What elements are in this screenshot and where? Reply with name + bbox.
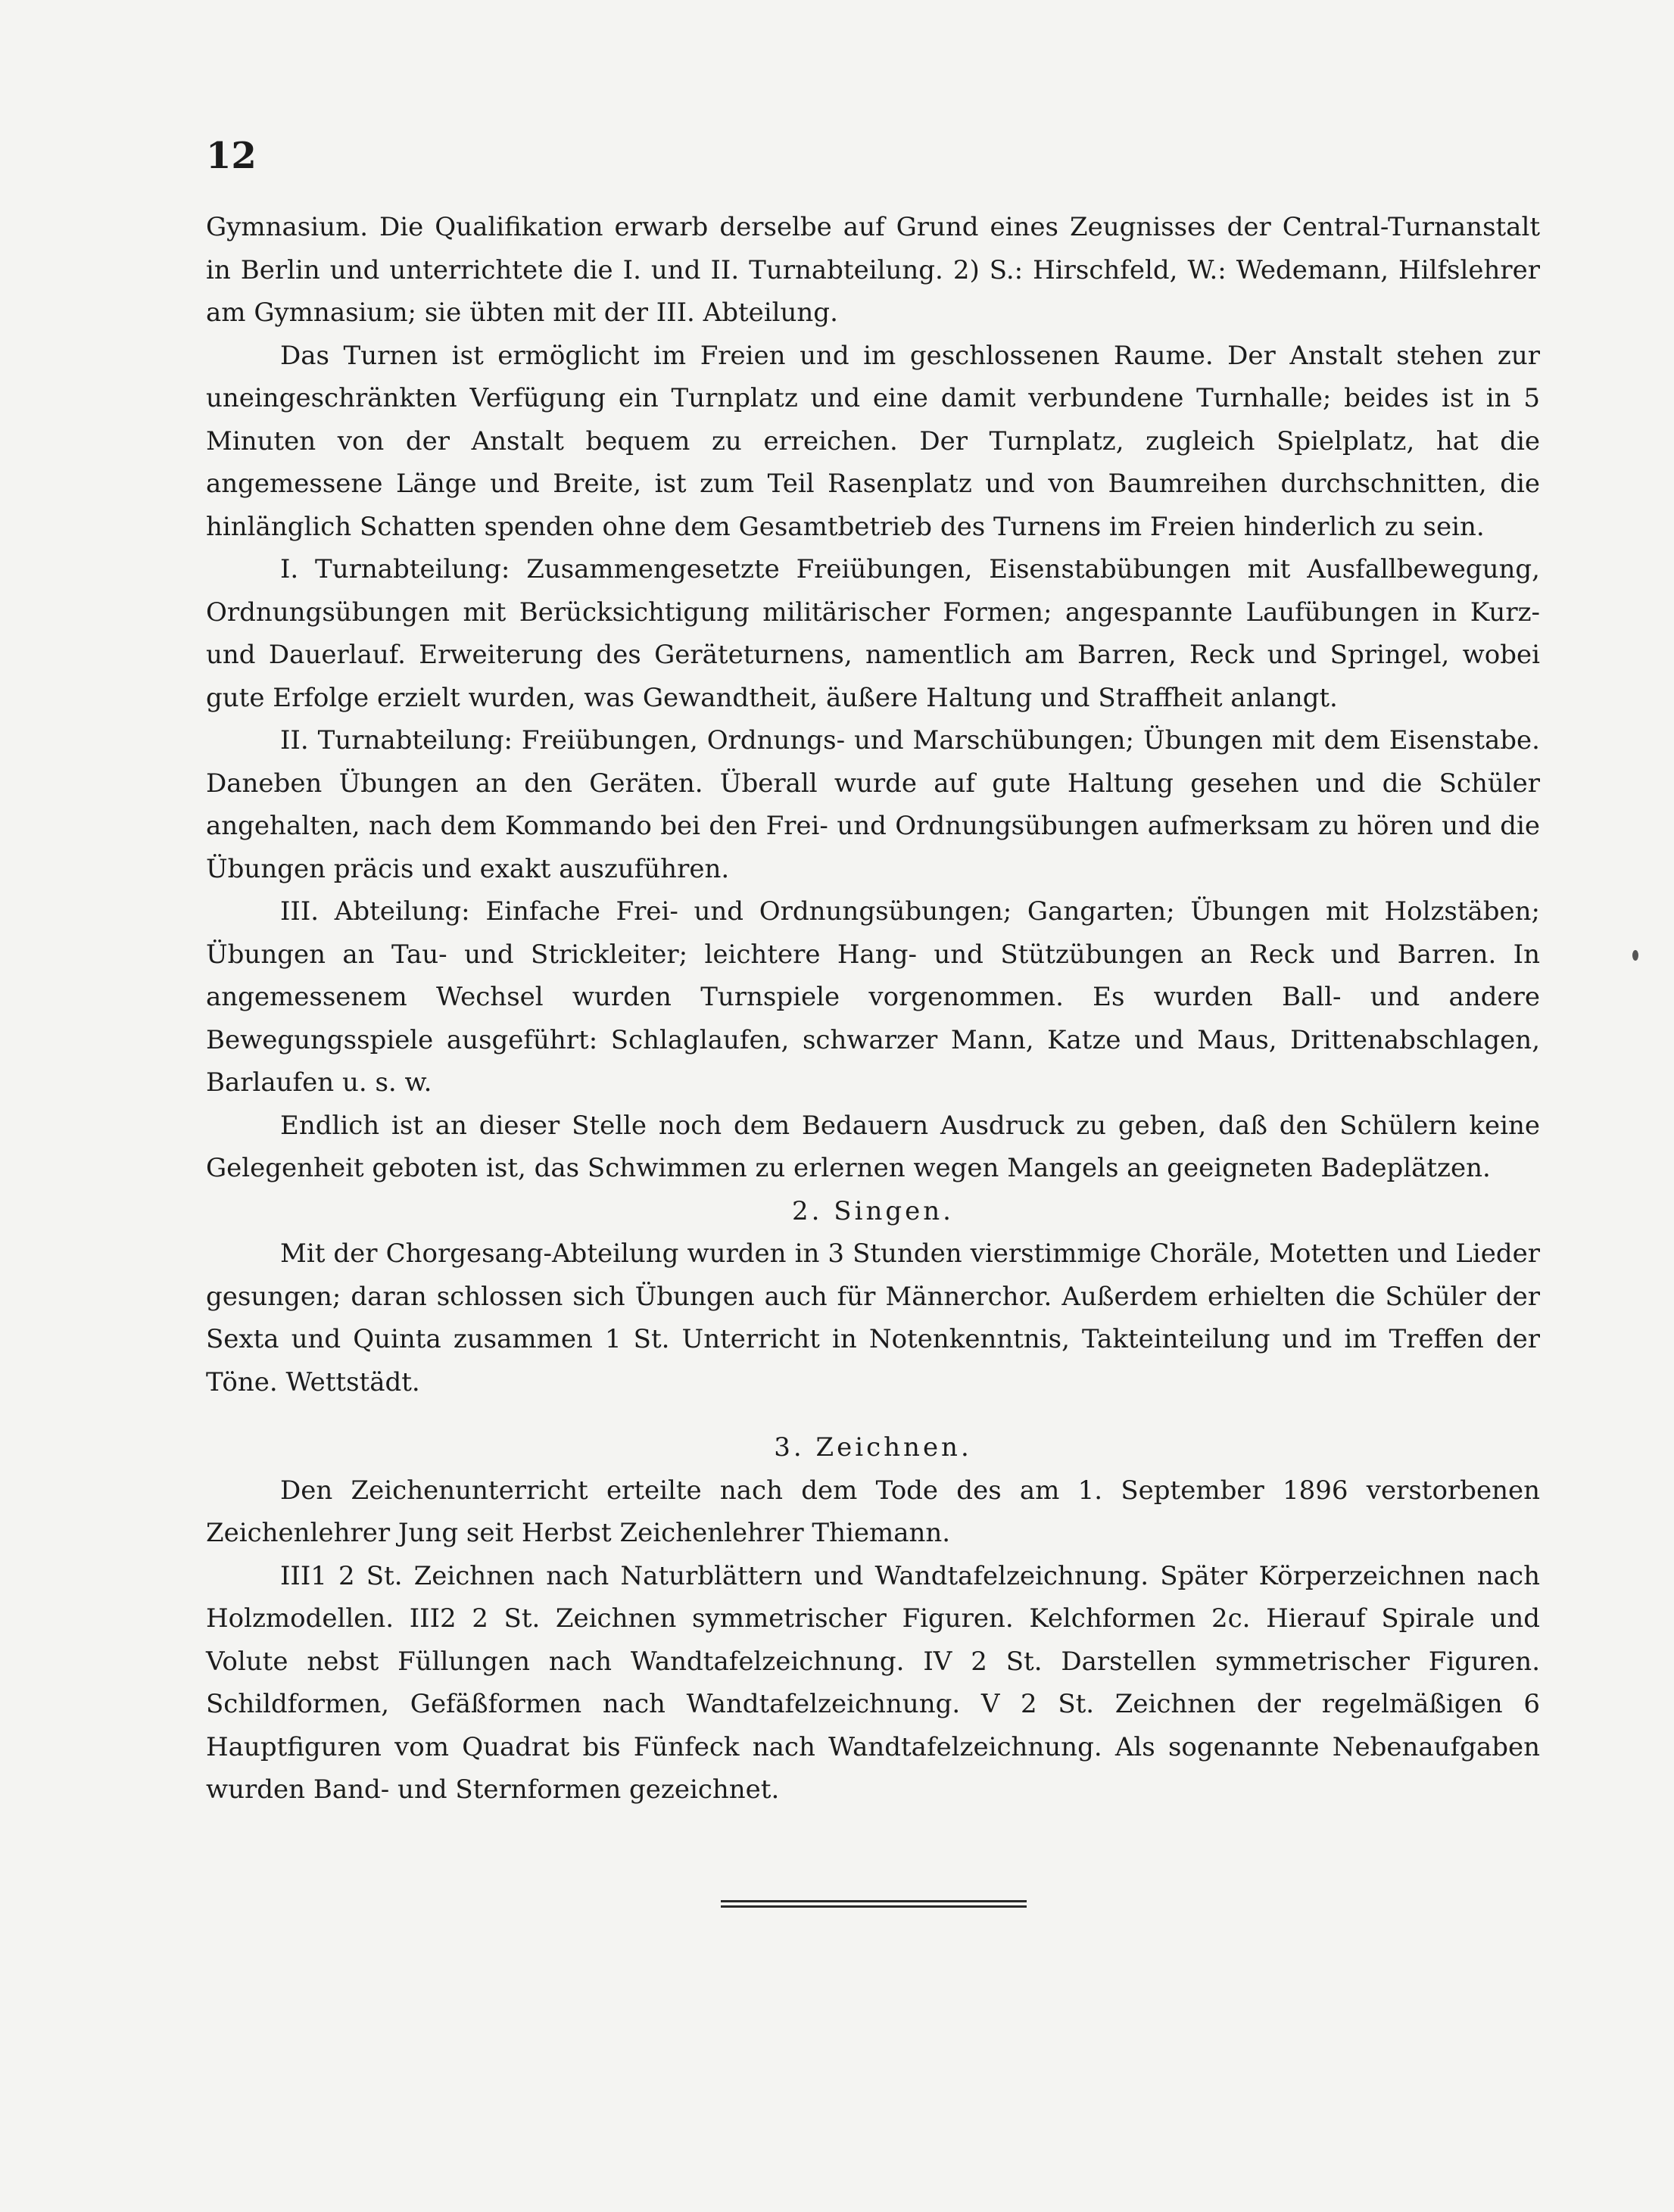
paragraph-swimming: Endlich ist an dieser Stelle noch dem Bedauern Ausdruck zu geben, daß den Schülern keine Gelegenheit geboten ist, das Schwimmen zu erlernen wegen Mangels an geeigneten Badeplätzen. (206, 1110, 1540, 1183)
paragraph-teachers: Gymnasium. Die Qualifikation erwarb derselbe auf Grund eines Zeugnisses der Central-Turnanstalt in Berlin und unterrichtete die I. und II. Turnabteilung. 2) S.: Hirschfeld, W.: Wedemann, Hilfslehrer am Gymnasium; sie übten mit der III. Abteilung. (206, 212, 1540, 328)
closing-double-rule (721, 1900, 1027, 1908)
paragraph-drawing-teacher: Den Zeichenunterricht erteilte nach dem Tode des am 1. September 1896 verstorbenen Zeichenlehrer Jung seit Herbst Zeichenlehrer Thiemann. (206, 1475, 1540, 1548)
paragraph-third-division: III. Abteilung: Einfache Frei- und Ordnungsübungen; Gangarten; Übungen mit Holzstäben; Übungen an Tau- und Strickleiter; leichtere Hang- und Stützübungen an Reck und Barren. In angemessenem Wechsel wurden Turnspiele vorgenommen. Es wurden Ball- und andere Bewegungsspiele ausgeführt: Schlaglaufen, schwarzer Mann, Katze und Maus, Drittenabschlagen, Barlaufen u. s. w. (206, 896, 1540, 1098)
paragraph-facilities: Das Turnen ist ermöglicht im Freien und im geschlossenen Raume. Der Anstalt stehen zur uneingeschränkten Verfügung ein Turnplatz und eine damit verbundene Turnhalle; beides ist in 5 Minuten von der Anstalt bequem zu erreichen. Der Turnplatz, zugleich Spielplatz, hat die angemessene Länge und Breite, ist zum Teil Rasenplatz und von Baumreihen durchschnitten, die hinlänglich Schatten spenden ohne dem Gesamtbetrieb des Turnens im Freien hinderlich zu sein. (206, 340, 1540, 542)
section-heading-singing: 2. Singen. (792, 1195, 954, 1226)
paragraph-first-division: I. Turnabteilung: Zusammengesetzte Freiübungen, Eisenstabübungen mit Ausfallbewegung, Ordnungsübungen mit Berücksichtigung militärischer Formen; angespannte Laufübungen in Kurz- und Dauerlauf. Erweiterung des Geräteturnens, namentlich am Barren, Reck und Springel, wobei gute Erfolge erzielt wurden, was Gewandtheit, äußere Haltung und Straffheit anlangt. (206, 554, 1540, 713)
page-number: 12 (206, 135, 257, 177)
section-heading-drawing: 3. Zeichnen. (774, 1432, 972, 1463)
paragraph-drawing-curriculum: III1 2 St. Zeichnen nach Naturblättern und Wandtafelzeichnung. Später Körperzeichnen nach Holzmodellen. III2 2 St. Zeichnen symmetrischer Figuren. Kelchformen 2c. Hierauf Spirale und Volute nebst Füllungen nach Wandtafelzeichnung. IV 2 St. Darstellen symmetrischer Figuren. Schildformen, Gefäßformen nach Wandtafelzeichnung. V 2 St. Zeichnen der regelmäßigen 6 Hauptfiguren vom Quadrat bis Fünfeck nach Wandtafelzeichnung. Als sogenannte Nebenaufgaben wurden Band- und Sternformen gezeichnet. (206, 1560, 1540, 1805)
paragraph-second-division: II. Turnabteilung: Freiübungen, Ordnungs- und Marschübungen; Übungen mit dem Eisenstabe. Daneben Übungen an den Geräten. Überall wurde auf gute Haltung gesehen und die Schüler angehalten, nach dem Kommando bei den Frei- und Ordnungsübungen aufmerksam zu hören und die Übungen präcis und exakt auszuführen. (206, 725, 1540, 884)
page-body (206, 206, 1540, 1812)
paragraph-singing: Mit der Chorgesang-Abteilung wurden in 3 Stunden vierstimmige Choräle, Motetten und Lieder gesungen; daran schlossen sich Übungen auch für Männerchor. Außerdem erhielten die Schüler der Sexta und Quinta zusammen 1 St. Unterricht in Notenkenntnis, Takteinteilung und im Treffen der Töne. Wettstädt. (206, 1238, 1540, 1397)
ink-speck (1632, 950, 1638, 961)
